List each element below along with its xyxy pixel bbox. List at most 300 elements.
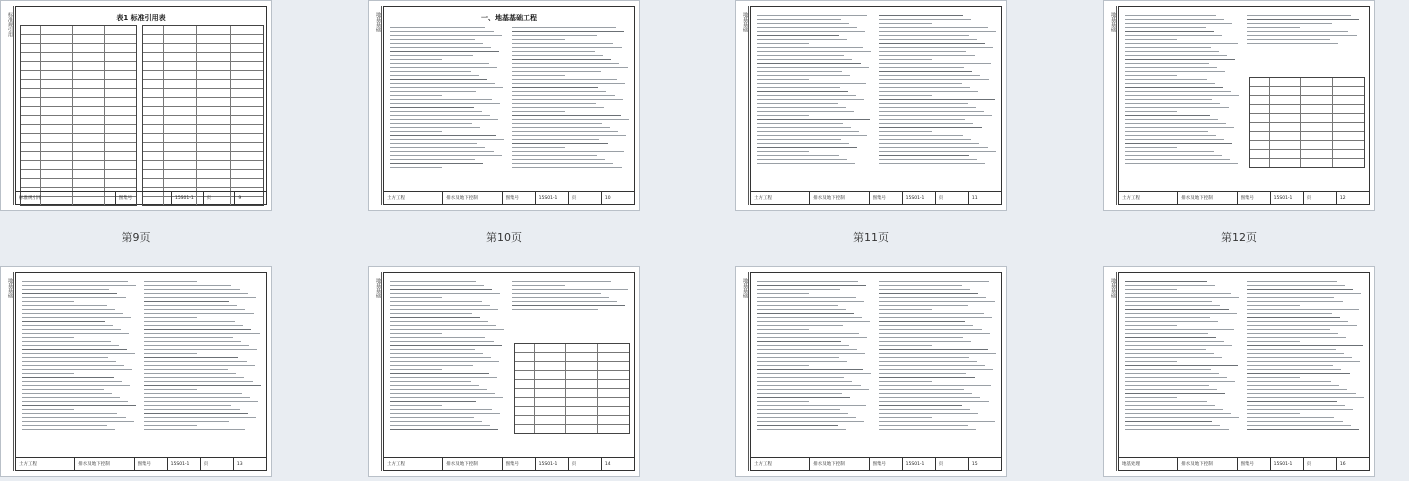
table-cell [1301,114,1333,122]
text-line [22,353,135,354]
text-line [512,301,617,302]
text-line [757,35,839,36]
footer-cell: 排水及地下控制 [810,458,869,470]
table-cell [73,71,105,79]
text-line [144,297,256,298]
text-line [390,285,484,286]
text-line [879,337,963,338]
page-thumbnail[interactable] [368,266,640,477]
table-cell [143,62,164,70]
text-line [1125,293,1231,294]
text-line [390,429,498,430]
text-line [1125,325,1177,326]
text-line [1125,139,1224,140]
table-cell [231,80,264,88]
text-line [757,163,855,164]
table-cell [21,98,41,106]
page-label[interactable]: 第9页 [121,231,151,244]
text-line [1125,413,1231,414]
text-line [512,39,565,40]
text-column-left [390,281,505,454]
text-line [22,409,74,410]
text-line [390,119,498,120]
text-line [390,43,483,44]
text-line [390,79,487,80]
table-cell [515,407,535,415]
table-cell [143,89,164,97]
text-line [757,131,859,132]
table-row [1250,123,1364,132]
text-line [757,417,856,418]
table-cell [535,353,567,361]
table-cell [1301,87,1333,95]
text-line [1247,309,1359,310]
text-line [512,131,618,132]
page-thumbnail[interactable] [1103,266,1375,477]
text-line [390,151,494,152]
text-line [879,421,995,422]
text-line [757,301,864,302]
text-line [390,329,504,330]
page-sidebar [1105,6,1117,205]
text-line [144,341,241,342]
text-line [1247,325,1357,326]
table-cell [197,44,231,52]
text-line [879,345,932,346]
text-line [1125,35,1222,36]
text-line [1247,369,1341,370]
text-line [512,135,626,136]
text-line [1125,151,1214,152]
text-line [512,59,611,60]
text-line [22,417,126,418]
text-line [144,417,256,418]
table-cell [1333,114,1364,122]
page-sidebar [2,6,14,205]
table-cell [197,107,231,115]
table-cell [566,371,598,379]
page-frame [15,6,267,205]
text-line [22,401,128,402]
text-line [1125,357,1222,358]
text-line [1125,369,1211,370]
text-line [879,401,989,402]
table-cell [143,44,164,52]
text-line [22,429,115,430]
footer-cell: 图集号 [1238,192,1271,204]
table-row [21,80,136,89]
text-line [512,127,610,128]
text-line [757,357,839,358]
page-label[interactable]: 第11页 [853,231,889,244]
text-line [512,305,625,306]
text-line [879,107,976,108]
footer-cell: 15S01-1 [1271,458,1304,470]
text-line [879,143,979,144]
text-line [390,289,492,290]
text-line [879,47,993,48]
table-cell [41,53,73,61]
table-cell [1250,96,1270,104]
table-cell [515,362,535,370]
table-cell [197,134,231,142]
text-line [512,147,565,148]
text-line [512,63,619,64]
text-line [144,365,255,366]
text-line [1247,321,1348,322]
table-cell [197,125,231,133]
text-line [757,83,866,84]
table-cell [21,170,41,178]
table-row [1250,96,1364,105]
text-line [390,309,498,310]
text-line [757,333,859,334]
footer-cell: 土方工程 [1119,192,1178,204]
table-cell [164,170,198,178]
text-line [144,409,240,410]
table-cell [515,425,535,433]
table-row [143,80,263,89]
table-cell [1270,78,1302,86]
page-sidebar [1105,272,1117,471]
table-cell [1250,132,1270,140]
text-line [1125,119,1218,120]
table-cell [73,62,105,70]
text-line [1247,337,1346,338]
text-line [879,147,988,148]
text-line [757,63,861,64]
page-label[interactable]: 第12页 [1221,231,1257,244]
text-line [757,47,863,48]
table-cell [231,71,264,79]
table-row [21,26,136,35]
text-line [1125,353,1214,354]
table-cell [598,389,629,397]
table-row [21,53,136,62]
footer-cell: 页 [201,458,234,470]
footer-cell: 15S01-1 [168,458,201,470]
table-cell [598,353,629,361]
text-line [144,429,245,430]
table-cell [143,134,164,142]
text-line [1247,413,1300,414]
text-line [144,313,254,314]
table-cell [73,116,105,124]
footer-cell: 图集号 [1238,458,1271,470]
page-label[interactable]: 第10页 [486,231,522,244]
text-line [1247,373,1350,374]
table-cell [21,35,41,43]
text-line [144,401,258,402]
text-line [22,397,120,398]
table-cell [197,170,231,178]
table-cell [515,353,535,361]
text-line [757,151,809,152]
footer-cell: 页 [936,192,969,204]
page-heading: 一、地基基础工程 [481,14,537,22]
text-line [22,329,121,330]
table-row [515,353,629,362]
text-line [879,349,988,350]
text-line [22,413,117,414]
page-footer [384,457,634,470]
text-line [757,115,809,116]
table-cell [164,62,198,70]
text-line [1125,365,1238,366]
table-row [515,380,629,389]
text-line [512,285,565,286]
table-cell [197,35,231,43]
text-line [1247,349,1336,350]
table-row [21,152,136,161]
table-cell [41,89,73,97]
sidebar-label: 地基基础 [1110,278,1116,298]
text-line [1247,393,1356,394]
text-line [1125,95,1239,96]
table-cell [515,371,535,379]
table-cell [197,89,231,97]
data-table [514,343,630,434]
footer-cell: 页 [1304,458,1337,470]
text-line [390,413,500,414]
table-row [21,89,136,98]
text-line [1247,297,1334,298]
text-line [144,369,228,370]
page-thumbnail[interactable] [368,0,640,211]
table-cell [164,134,198,142]
text-line [879,75,980,76]
table-cell [21,53,41,61]
text-line [1125,309,1229,310]
table-cell [1250,159,1270,167]
text-line [22,389,104,390]
text-line [879,429,976,430]
footer-cell: 图集号 [116,192,172,204]
text-line [1125,301,1212,302]
table-cell [1250,150,1270,158]
table-cell [41,134,73,142]
text-line [1125,429,1229,430]
text-line [512,71,601,72]
text-line [390,337,485,338]
table-cell [21,62,41,70]
table-row [515,344,629,353]
table-row [515,389,629,398]
text-line [22,317,131,318]
text-line [22,357,108,358]
text-line [1247,23,1332,24]
text-line [879,95,932,96]
table-cell [535,380,567,388]
table-cell [1301,141,1333,149]
text-line [390,393,495,394]
table-cell [73,35,105,43]
page-frame [15,272,267,471]
text-line [757,385,861,386]
sidebar-label: 地基基础 [1110,12,1116,32]
text-line [1125,373,1219,374]
page-thumbnail[interactable] [0,266,272,477]
text-line [1247,305,1300,306]
text-line [879,23,932,24]
table-row [515,371,629,380]
text-line [757,43,809,44]
text-line [390,425,490,426]
table-row [515,416,629,425]
text-line [512,115,621,116]
footer-cell: 12 [1339,195,1346,201]
page-thumbnail[interactable] [1103,0,1375,211]
table-cell [515,398,535,406]
text-line [512,119,629,120]
page-thumbnail[interactable] [735,266,1007,477]
table-cell [598,398,629,406]
text-line [22,289,109,290]
text-line [757,143,849,144]
text-line [757,87,840,88]
table-row [143,26,263,35]
text-line [22,321,105,322]
table-cell [21,107,41,115]
footer-cell: 14 [604,461,611,467]
text-line [144,397,250,398]
text-line [1247,381,1331,382]
text-line [879,115,992,116]
table-cell [164,179,198,187]
text-line [757,317,862,318]
table-cell [535,371,567,379]
text-line [879,15,963,16]
text-line [512,67,628,68]
page-frame [750,272,1002,471]
text-line [757,95,856,96]
text-line [1125,337,1216,338]
text-line [1125,131,1208,132]
table-cell [41,143,73,151]
text-line [1247,361,1360,362]
text-line [390,417,474,418]
text-line [390,167,442,168]
text-line [879,397,980,398]
text-line [879,111,984,112]
table-cell [143,98,164,106]
table-row [21,107,136,116]
text-line [879,131,932,132]
text-line [390,397,503,398]
text-line [390,357,491,358]
text-line [1125,79,1207,80]
text-line [144,353,197,354]
text-line [144,301,229,302]
footer-cell: 图集号 [503,192,536,204]
page-thumbnail[interactable] [735,0,1007,211]
text-line [757,107,846,108]
footer-cell: 9 [238,195,242,201]
table-row [143,53,263,62]
text-line [757,39,847,40]
table-cell [41,44,73,52]
footer-cell: 排水及地下控制 [810,192,869,204]
text-line [1125,71,1225,72]
text-line [512,281,611,282]
text-line [879,55,975,56]
table-cell [105,116,136,124]
table-cell [231,44,264,52]
text-line [757,413,848,414]
text-line [512,31,624,32]
text-line [1247,385,1339,386]
table-cell [143,152,164,160]
text-line [757,425,838,426]
footer-cell: 15S01-1 [536,458,569,470]
text-line [22,405,136,406]
page-thumbnail[interactable] [0,0,272,211]
table-cell [231,143,264,151]
table-cell [515,389,535,397]
text-line [1247,353,1344,354]
text-line [879,357,969,358]
text-line [22,373,74,374]
table-cell [21,125,41,133]
text-line [144,309,245,310]
text-line [22,293,117,294]
text-line [1125,417,1239,418]
table-cell [598,416,629,424]
text-line [1247,389,1347,390]
text-line [757,103,838,104]
text-column-right [879,15,997,188]
text-line [512,289,628,290]
table-cell [566,362,598,370]
text-line [1125,75,1177,76]
text-line [512,43,613,44]
table-row [1250,141,1364,150]
table-cell [598,344,629,352]
text-line [757,313,854,314]
text-line [390,91,476,92]
text-line [22,341,111,342]
text-line [22,369,132,370]
footer-cell: 页 [204,192,236,204]
table-cell [164,152,198,160]
text-line [390,389,487,390]
text-line [144,345,249,346]
text-line [390,405,442,406]
table-cell [105,62,136,70]
page-frame [383,272,635,471]
table-cell [143,53,164,61]
text-line [1125,425,1220,426]
text-line [1125,59,1235,60]
text-line [144,393,242,394]
text-line [879,405,962,406]
text-line [879,151,996,152]
text-column-left [1125,15,1240,188]
text-line [1125,321,1218,322]
table-cell [197,143,231,151]
table-cell [1301,150,1333,158]
table-cell [231,134,264,142]
page-frame [1118,6,1370,205]
page-frame [383,6,635,205]
table-row [21,116,136,125]
page-sidebar [370,6,382,205]
text-line [144,381,253,382]
text-line [757,123,843,124]
page-footer [751,191,1001,204]
text-line [879,99,995,100]
text-line [757,15,867,16]
